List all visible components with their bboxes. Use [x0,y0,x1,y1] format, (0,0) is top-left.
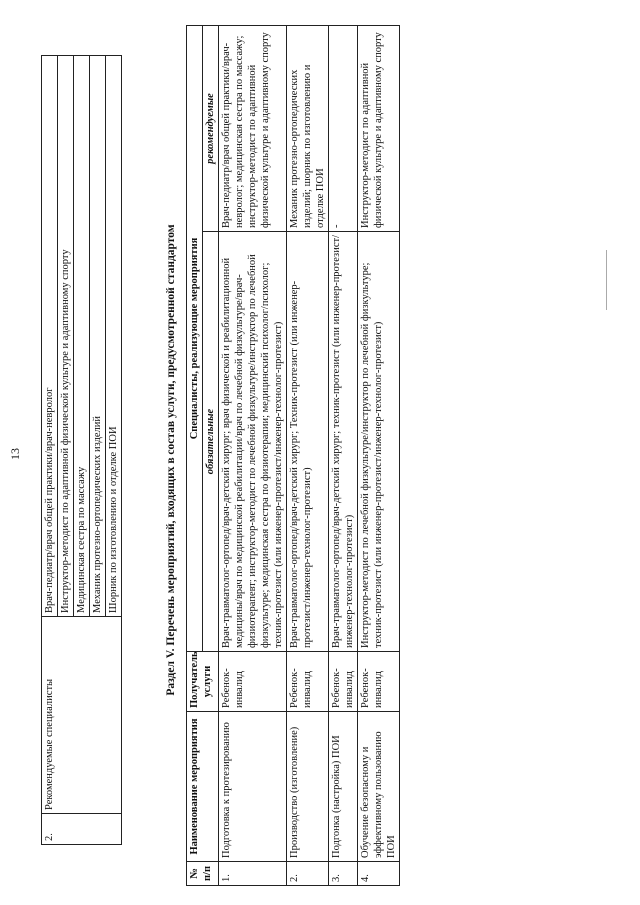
cell-recommended: Механик протезно-ортопедических изделий; шорник по изготовлению и отделке ПОИ [287,25,329,231]
header-recommended: рекомендуемые [203,25,219,231]
cell-name: Производство (изготовление) [287,712,329,862]
table-row [358,25,400,885]
row-number: 2. [42,814,122,845]
cell-recommended: Врач-педиатр/врач общей практики/врач-невролог; медицинская сестра по массажу; инструктор-методист по адаптивной физической культуре и адаптивному спорту [219,25,287,231]
specialist-item: Инструктор-методист по адаптивной физической культуре и адаптивному спорту [58,56,74,617]
specialist-item: Медицинская сестра по массажу [74,56,90,617]
table-row [287,25,329,885]
cell-num: 1. [219,862,287,886]
specialist-item: Шорник по изготовлению и отделке ПОИ [106,56,122,617]
cell-name: Обучение безопасному и эффективному пользованию ПОИ [358,712,400,862]
page-number: 13 [8,448,22,460]
cell-required: Врач-травматолог-ортопед/врач-детский хирург; врач физической и реабилитационной медицины/врач по медицинской реабилитации/врач по лечебной физкультуре/врач-физиотерапевт; инструктор-методист по лечебной физкультуре/инструктор по лечебной физкультуре; медицинская сестра по физиотерапии; медицинский психолог/психолог; техник-протезист (или инженер-протезист/инженер-технолог-протезист) [219,232,287,652]
specialist-item: Механик протезно-ортопедических изделий [90,56,106,617]
header-num: № п/п [187,862,219,886]
table-row [42,56,58,845]
cell-num: 3. [329,862,358,886]
row-label: Рекомендуемые специалисты [42,617,122,814]
cell-name: Подгонка (настройка) ПОИ [329,712,358,862]
cell-required: Инструктор-методист по лечебной физкультуре/инструктор по лечебной физкультуре; техник-протезист (или инженер-протезист/инженер-технолог-протезист) [358,232,400,652]
cell-recommended: - [329,25,358,231]
cell-name: Подготовка к протезированию [219,712,287,862]
cell-required: Врач-травматолог-ортопед/врач-детский хирург; Техник-протезист (или инженер-протезист/инженер-технолог-протезист) [287,232,329,652]
scan-edge-mark [606,250,607,310]
cell-num: 4. [358,862,400,886]
specialist-item: Врач-педиатр/врач общей практики/врач-невролог [42,56,58,617]
cell-num: 2. [287,862,329,886]
header-name: Наименование мероприятия [187,712,219,862]
cell-recipient: Ребенок-инвалид [358,652,400,712]
cell-recipient: Ребенок-инвалид [219,652,287,712]
cell-recommended: Инструктор-методист по адаптивной физической культуре и адаптивному спорту [358,25,400,231]
header-recipient: Получатель услуги [187,652,219,712]
table-row [219,25,287,885]
table-row [329,25,358,885]
measures-table [186,25,400,886]
table-header-row [187,25,203,885]
header-specialists: Специалисты, реализующие мероприятия [187,25,203,651]
cell-recipient: Ребенок-инвалид [329,652,358,712]
header-required: обязательные [203,232,219,652]
specialists-table [41,55,122,845]
cell-required: Врач-травматолог-ортопед/врач-детский хирург; техник-протезист (или инженер-протезист/инженер-технолог-протезист) [329,232,358,652]
cell-recipient: Ребенок-инвалид [287,652,329,712]
section-title: Раздел V. Перечень мероприятий, входящих в состав услуги, предусмотренной стандартом [165,224,177,696]
